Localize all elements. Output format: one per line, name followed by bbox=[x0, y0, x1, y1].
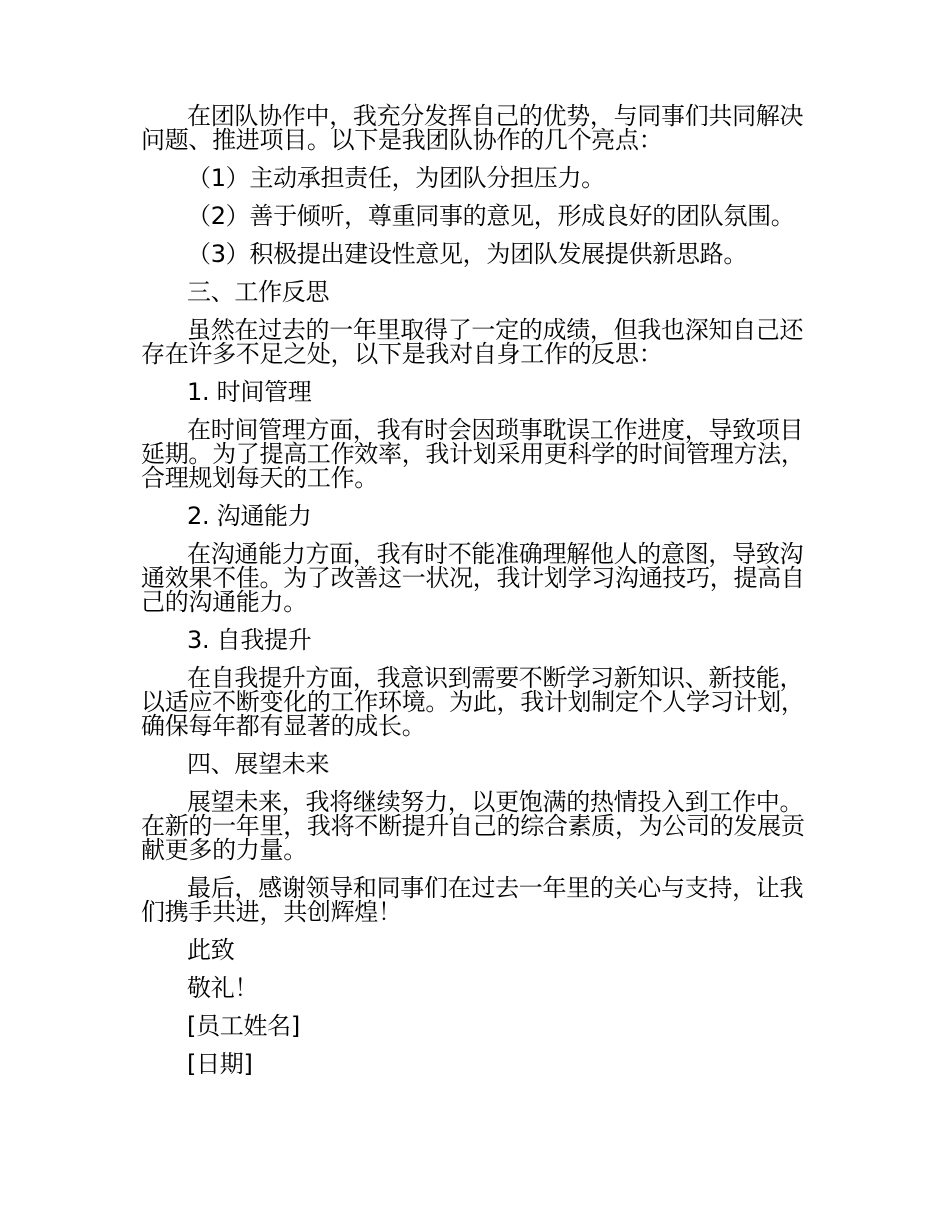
signature-name: [员工姓名] bbox=[187, 1012, 300, 1040]
list-item-1: （1）主动承担责任，为团队分担压力。 bbox=[187, 164, 605, 192]
subheading-time-management: 1. 时间管理 bbox=[187, 378, 312, 406]
paragraph-reflection-intro: 虽然在过去的一年里取得了一定的成绩，但我也深知自己还存在许多不足之处，以下是我对自身工作的反思： bbox=[141, 316, 804, 368]
document-body bbox=[141, 104, 809, 1076]
paragraph-time-management: 在时间管理方面，我有时会因琐事耽误工作进度，导致项目延期。为了提高工作效率，我计划采用更科学的时间管理方法，合理规划每天的工作。 bbox=[141, 416, 805, 492]
section-heading-outlook: 四、展望未来 bbox=[187, 750, 330, 778]
paragraph-outlook: 展望未来，我将继续努力，以更饱满的热情投入到工作中。在新的一年里，我将不断提升自己的综合素质，为公司的发展贡献更多的力量。 bbox=[141, 788, 805, 864]
list-item-3: （3）积极提出建设性意见，为团队发展提供新思路。 bbox=[187, 240, 748, 268]
closing-salutation: 此致 bbox=[187, 936, 235, 964]
list-item-2: （2）善于倾听，尊重同事的意见，形成良好的团队氛围。 bbox=[187, 202, 795, 230]
signature-date: [日期] bbox=[187, 1050, 253, 1078]
paragraph-self-improvement: 在自我提升方面，我意识到需要不断学习新知识、新技能，以适应不断变化的工作环境。为此，我计划制定个人学习计划，确保每年都有显著的成长。 bbox=[141, 664, 805, 740]
subheading-communication: 2. 沟通能力 bbox=[187, 502, 312, 530]
paragraph-thanks: 最后，感谢领导和同事们在过去一年里的关心与支持，让我们携手共进，共创辉煌！ bbox=[141, 874, 804, 926]
closing-regards: 敬礼！ bbox=[187, 974, 259, 1002]
subheading-self-improvement: 3. 自我提升 bbox=[187, 626, 312, 654]
paragraph-team-collaboration: 在团队协作中，我充分发挥自己的优势，与同事们共同解决问题、推进项目。以下是我团队协作的几个亮点： bbox=[141, 102, 804, 154]
paragraph-communication: 在沟通能力方面，我有时不能准确理解他人的意图，导致沟通效果不佳。为了改善这一状况，我计划学习沟通技巧，提高自己的沟通能力。 bbox=[141, 540, 805, 616]
section-heading-reflection: 三、工作反思 bbox=[187, 278, 330, 306]
